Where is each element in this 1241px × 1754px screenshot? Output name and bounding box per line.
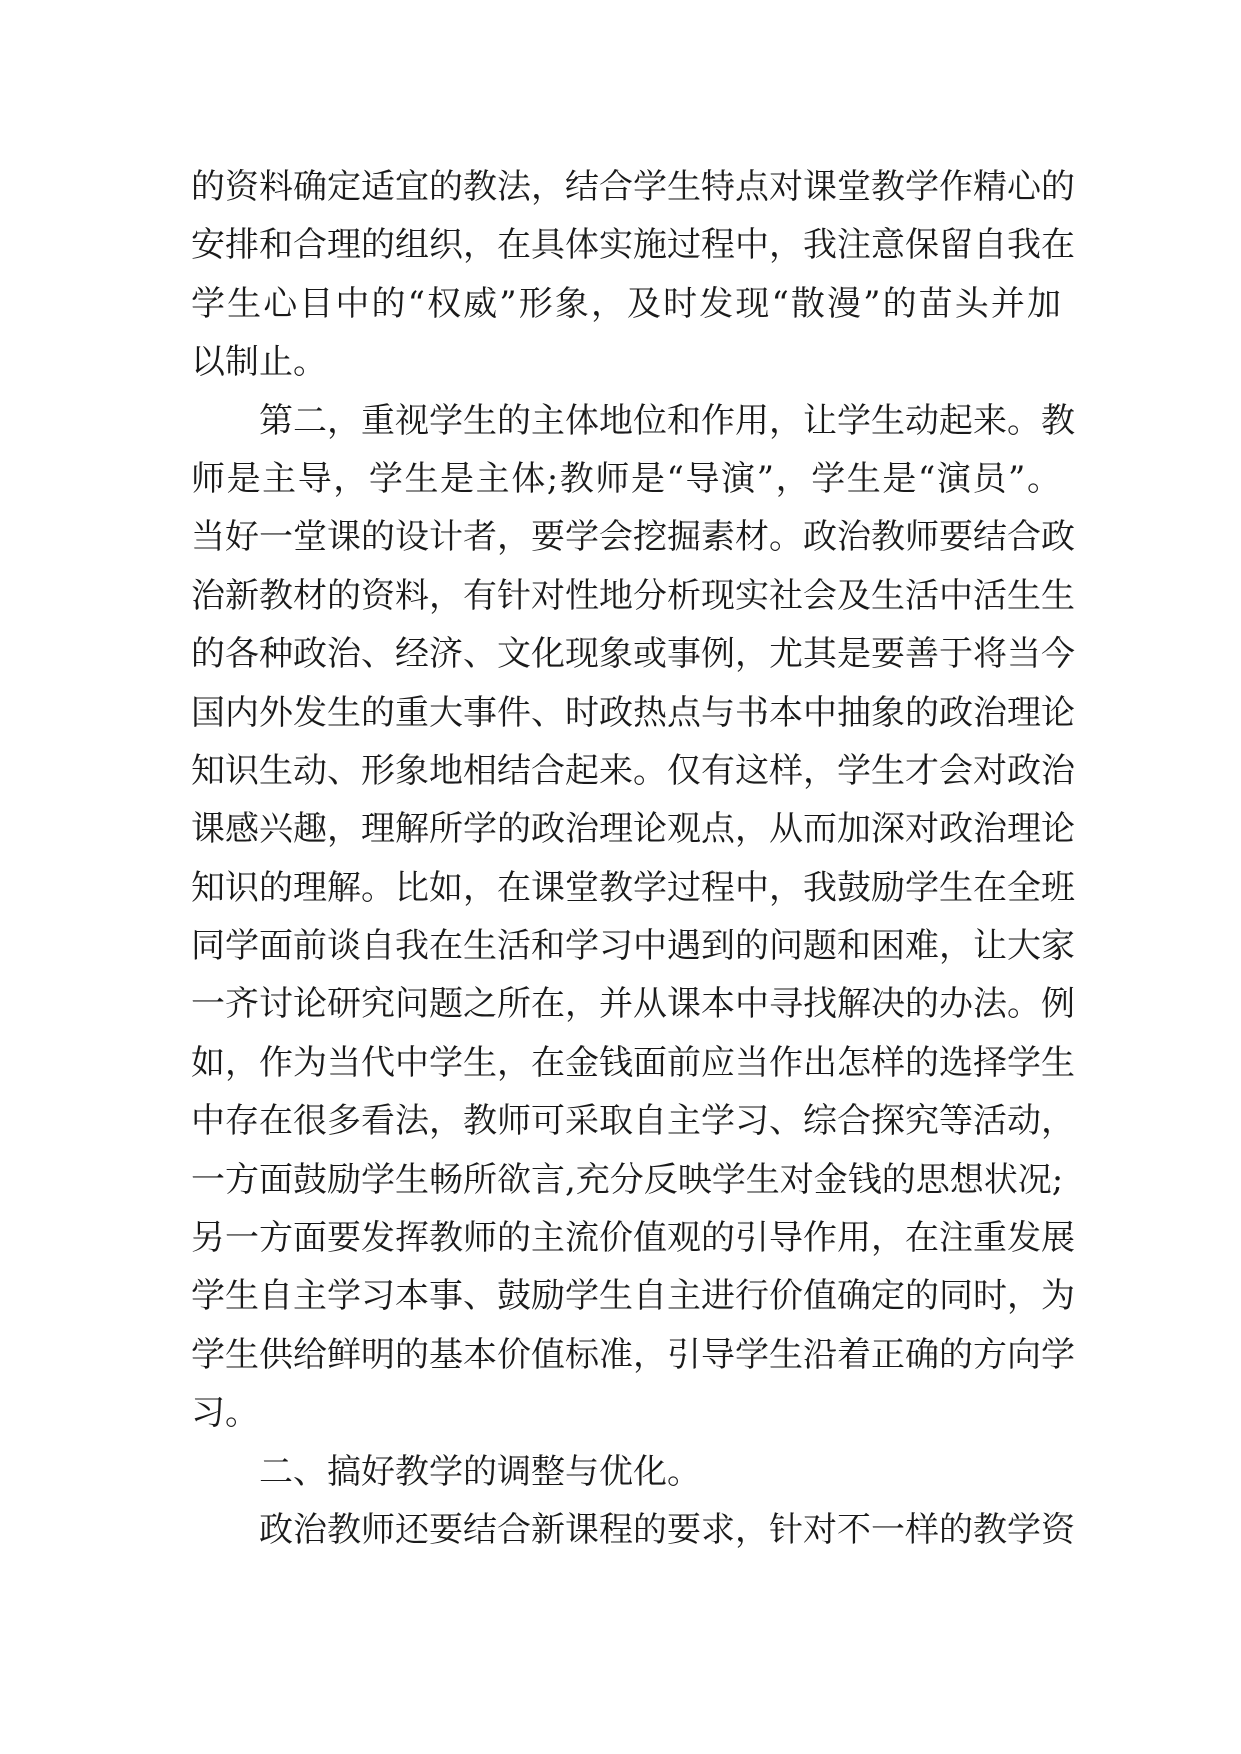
text-line: 二、搞好教学的调整与优化。 bbox=[259, 1451, 701, 1492]
text-line: 课感兴趣，理解所学的政治理论观点，从而加深对政治理论 bbox=[191, 809, 1075, 850]
text-line: 一方面鼓励学生畅所欲言,充分反映学生对金钱的思想状况; bbox=[191, 1159, 1064, 1200]
text-line: 当好一堂课的设计者，要学会挖掘素材。政治教师要结合政 bbox=[191, 517, 1075, 558]
text-line: 的资料确定适宜的教法，结合学生特点对课堂教学作精心的 bbox=[191, 167, 1075, 207]
text-line: 另一方面要发挥教师的主流价值观的引导作用，在注重发展 bbox=[191, 1218, 1075, 1259]
text-line: 知识生动、形象地相结合起来。仅有这样，学生才会对政治 bbox=[191, 750, 1075, 791]
text-line: 安排和合理的组织，在具体实施过程中，我注意保留自我在 bbox=[191, 225, 1075, 266]
text-line: 学生供给鲜明的基本价值标准，引导学生沿着正确的方向学 bbox=[191, 1334, 1075, 1375]
text-line: 习。 bbox=[191, 1393, 259, 1434]
text-line: 如，作为当代中学生，在金钱面前应当作出怎样的选择学生 bbox=[191, 1042, 1075, 1083]
text-line: 中存在很多看法，教师可采取自主学习、综合探究等活动， bbox=[191, 1101, 1075, 1142]
text-line: 学生自主学习本事、鼓励学生自主进行价值确定的同时，为 bbox=[191, 1276, 1075, 1317]
text-line: 政治教师还要结合新课程的要求，针对不一样的教学资 bbox=[259, 1509, 1075, 1550]
text-line: 同学面前谈自我在生活和学习中遇到的问题和困难，让大家 bbox=[191, 926, 1075, 967]
text-line: 国内外发生的重大事件、时政热点与书本中抽象的政治理论 bbox=[191, 692, 1075, 733]
text-line: 学生心目中的“权威”形象，及时发现“散漫”的苗头并加 bbox=[191, 283, 1061, 324]
text-line: 第二，重视学生的主体地位和作用，让学生动起来。教 bbox=[259, 400, 1075, 441]
text-line: 治新教材的资料，有针对性地分析现实社会及生活中活生生 bbox=[191, 575, 1075, 616]
text-line: 的各种政治、经济、文化现象或事例，尤其是要善于将当今 bbox=[191, 634, 1075, 675]
text-line: 知识的理解。比如，在课堂教学过程中，我鼓励学生在全班 bbox=[191, 867, 1075, 908]
text-line: 以制止。 bbox=[191, 342, 327, 383]
body-text bbox=[191, 158, 1075, 1559]
text-line: 一齐讨论研究问题之所在，并从课本中寻找解决的办法。例 bbox=[191, 984, 1075, 1025]
text-line: 师是主导，学生是主体;教师是“导演”，学生是“演员”。 bbox=[191, 458, 1061, 499]
